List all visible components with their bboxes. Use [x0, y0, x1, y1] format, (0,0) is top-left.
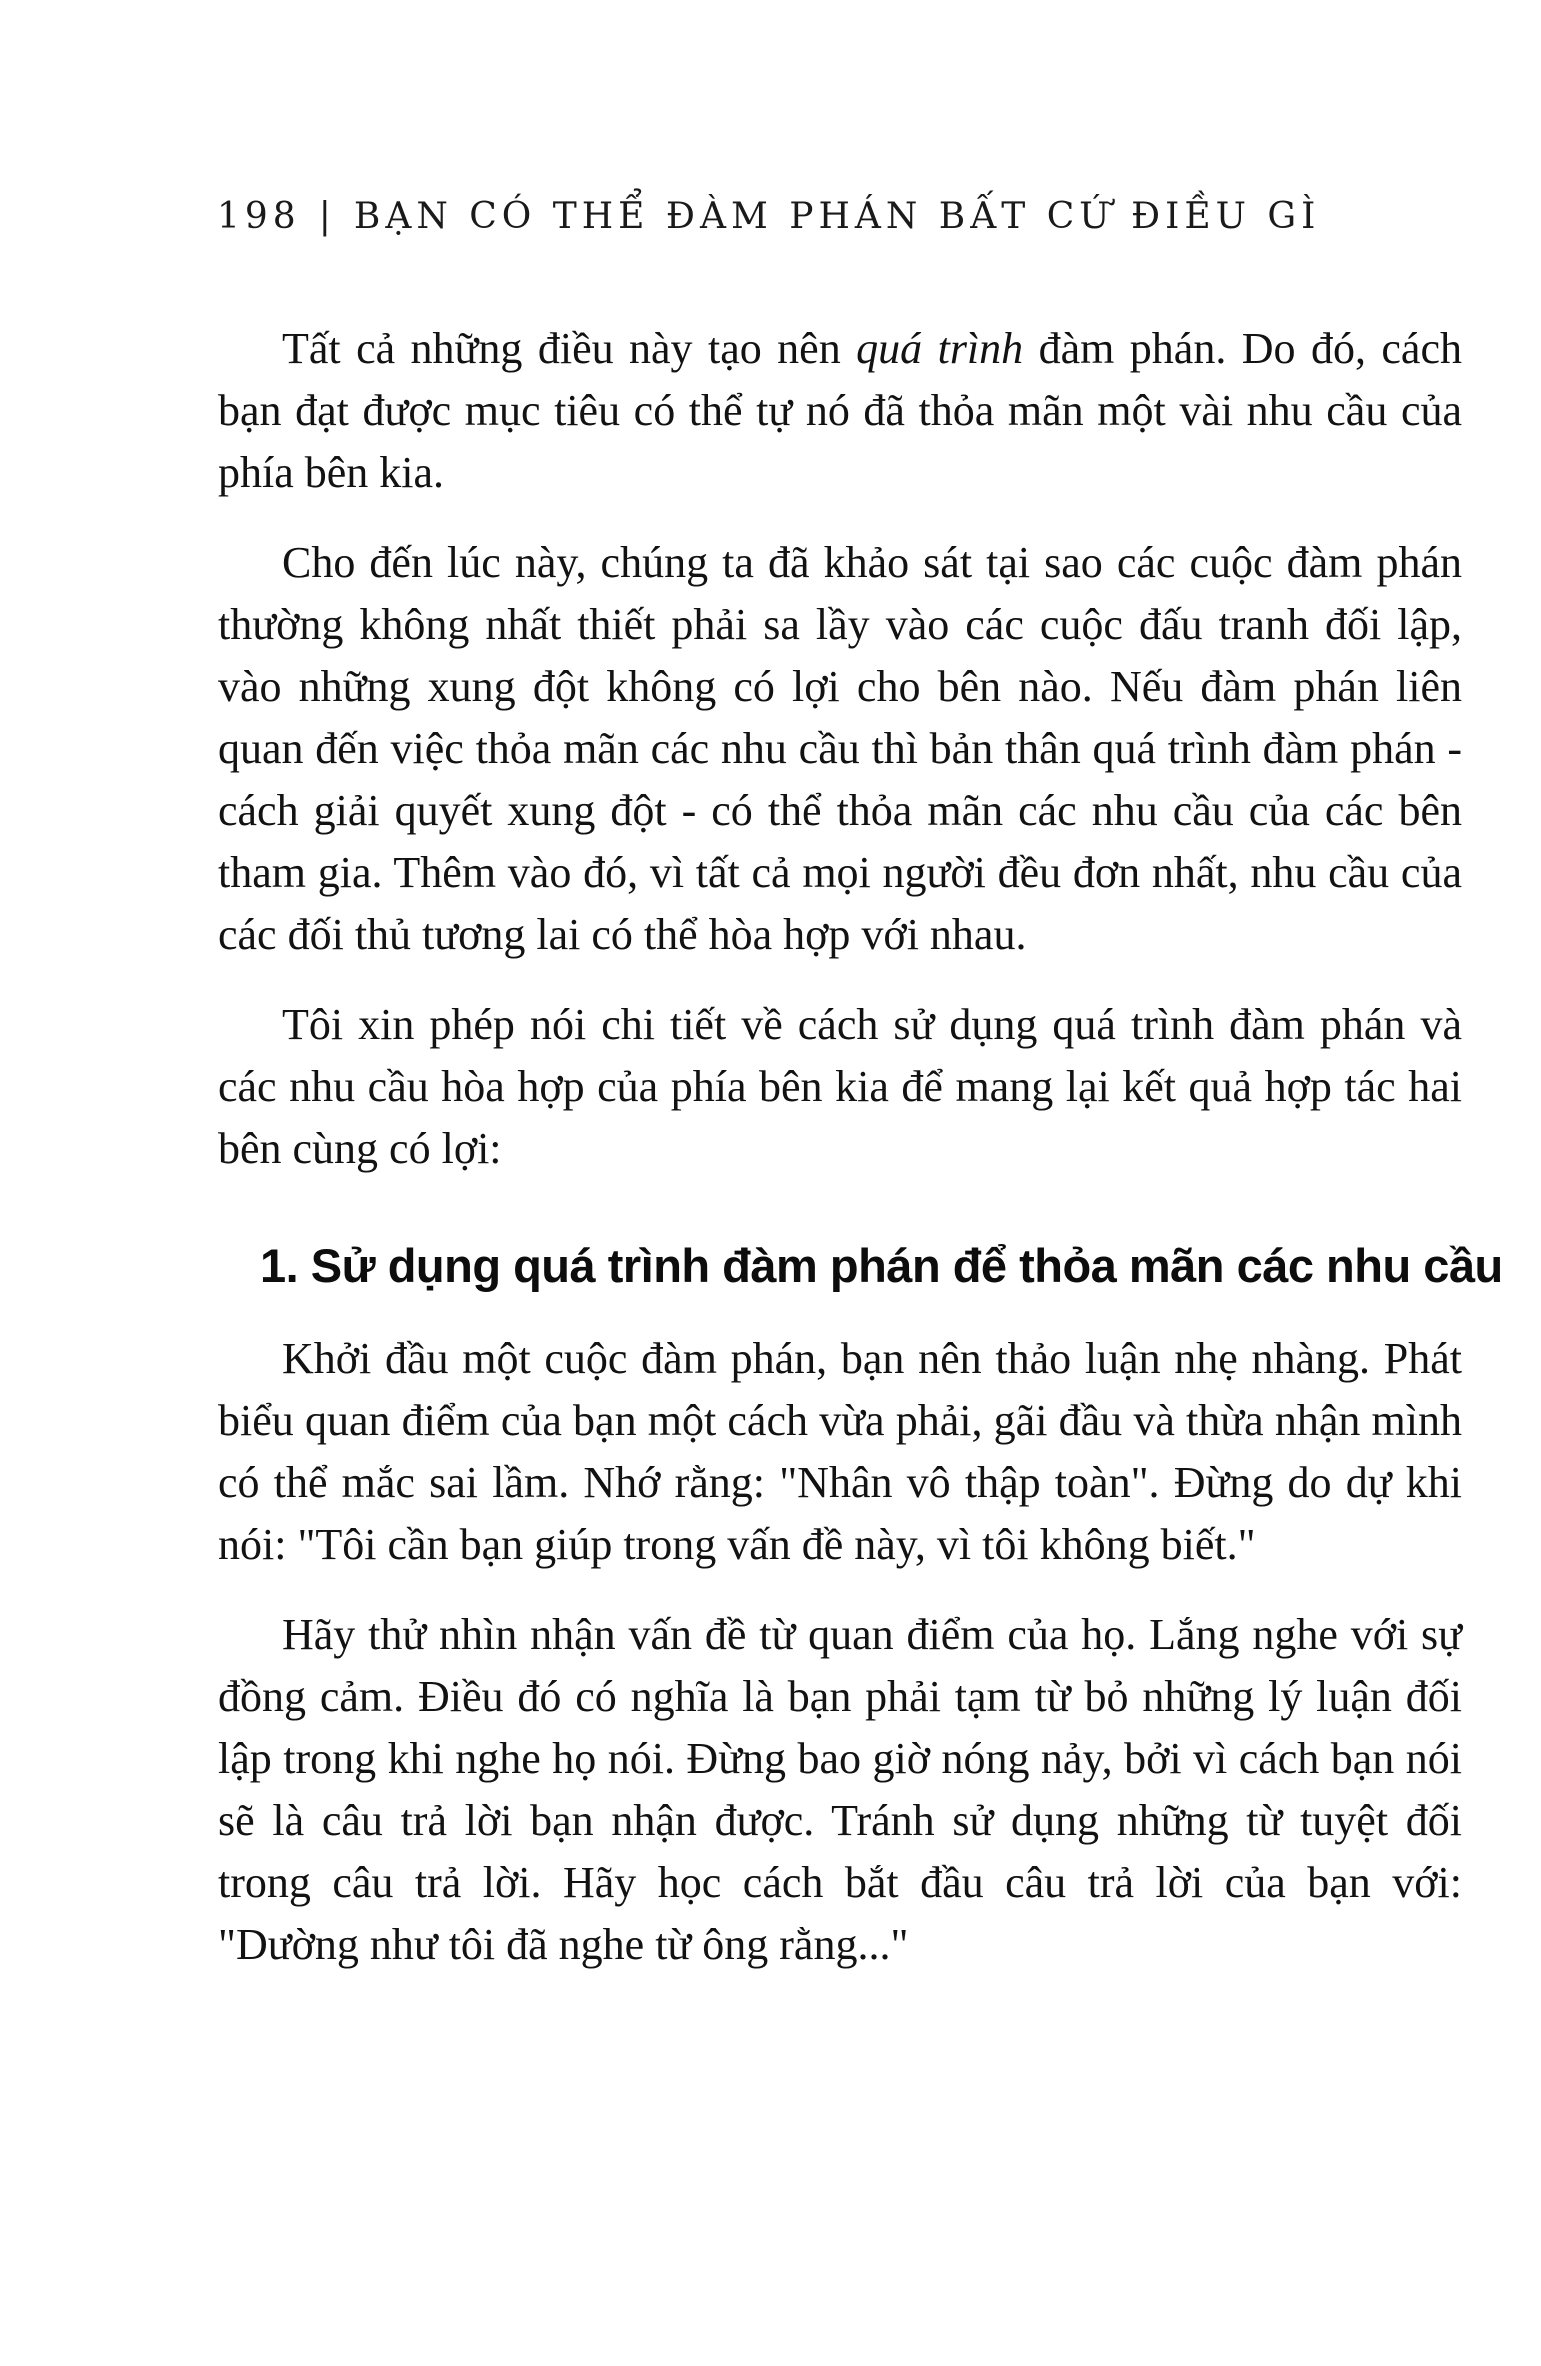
page-body	[218, 318, 1503, 2004]
paragraph-5: Hãy thử nhìn nhận vấn đề từ quan điểm của họ. Lắng nghe với sự đồng cảm. Điều đó có nghĩa là bạn phải tạm từ bỏ những lý luận đối lập trong khi nghe họ nói. Đừng bao giờ nóng nảy, bởi vì cách bạn nói sẽ là câu trả lời bạn nhận được. Tránh sử dụng những từ tuyệt đối trong câu trả lời. Hãy học cách bắt đầu câu trả lời của bạn với: "Dường như tôi đã nghe từ ông rằng..."	[218, 1610, 1462, 1969]
paragraph-1	[218, 318, 1462, 504]
header-separator: |	[318, 196, 336, 237]
book-title: BẠN CÓ THỂ ĐÀM PHÁN BẤT CỨ ĐIỀU GÌ	[353, 196, 1321, 237]
paragraph-1-emphasis: quá trình	[856, 324, 1024, 373]
paragraph-1-text-b: đàm phán. Do đó, cách bạn đạt được mục tiêu có thể tự nó đã thỏa mãn một vài nhu cầu của phía bên kia.	[218, 324, 1462, 497]
paragraph-3: Tôi xin phép nói chi tiết về cách sử dụng quá trình đàm phán và các nhu cầu hòa hợp của phía bên kia để mang lại kết quả hợp tác hai bên cùng có lợi:	[218, 1000, 1462, 1173]
page-number: 198	[217, 196, 301, 237]
paragraph-2: Cho đến lúc này, chúng ta đã khảo sát tại sao các cuộc đàm phán thường không nhất thiết phải sa lầy vào các cuộc đấu tranh đối lập, vào những xung đột không có lợi cho bên nào. Nếu đàm phán liên quan đến việc thỏa mãn các nhu cầu thì bản thân quá trình đàm phán - cách giải quyết xung đột - có thể thỏa mãn các nhu cầu của các bên tham gia. Thêm vào đó, vì tất cả mọi người đều đơn nhất, nhu cầu của các đối thủ tương lai có thể hòa hợp với nhau.	[218, 538, 1462, 959]
section-heading: 1. Sử dụng quá trình đàm phán để thỏa mãn các nhu cầu	[260, 1239, 1503, 1292]
paragraph-1-text-a: Tất cả những điều này tạo nên	[282, 324, 857, 373]
running-header	[217, 196, 1321, 237]
paragraph-4: Khởi đầu một cuộc đàm phán, bạn nên thảo luận nhẹ nhàng. Phát biểu quan điểm của bạn một cách vừa phải, gãi đầu và thừa nhận mình có thể mắc sai lầm. Nhớ rằng: "Nhân vô thập toàn". Đừng do dự khi nói: "Tôi cần bạn giúp trong vấn đề này, vì tôi không biết."	[218, 1334, 1462, 1569]
